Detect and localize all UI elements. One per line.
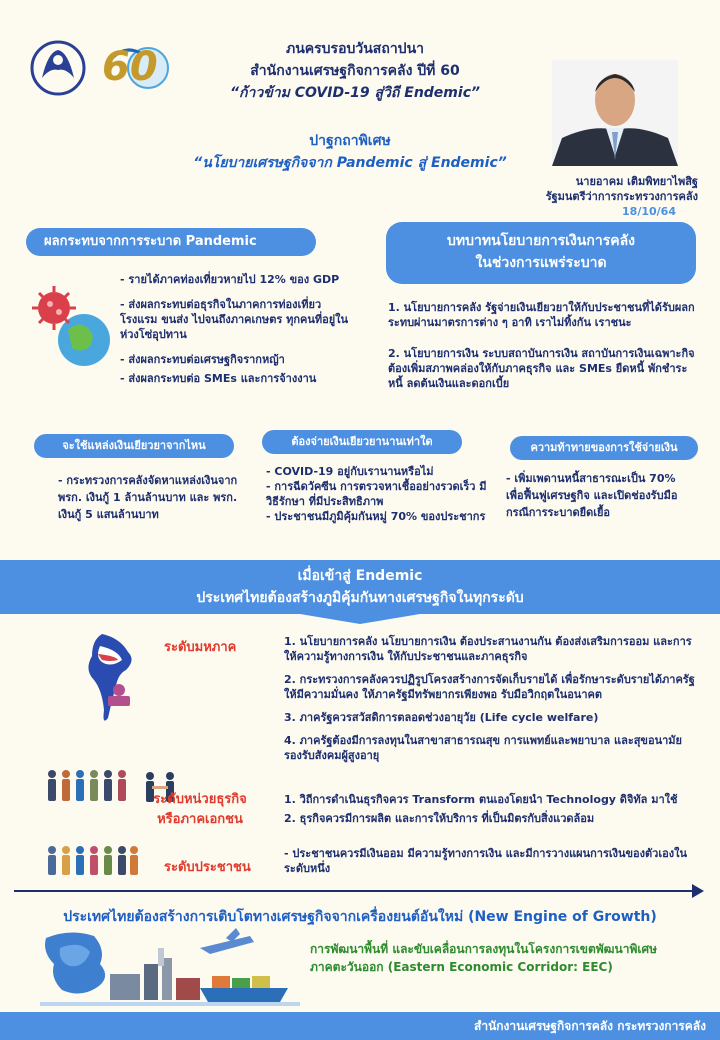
business-list <box>284 792 700 826</box>
garuda-logo <box>28 38 88 98</box>
list-item: - ส่งผลกระทบต่อเศรษฐกิจรากหญ้า <box>120 353 285 366</box>
pandemic-title: ผลกระทบจากการระบาด Pandemic <box>26 228 316 256</box>
speaker-photo <box>552 60 678 166</box>
list-item: - เพิ่มเพดานหนี้สาธารณะเป็น 70% เพื่อฟื้นฟูเศรษฐกิจ และเปิดช่องรับมือ กรณีการระบาดยืดเยื้อ <box>506 472 678 519</box>
col1-title: จะใช้แหล่งเงินเยียวยาจากไหน <box>34 434 234 458</box>
level-business-label: ระดับหน่วยธุรกิจ หรือภาคเอกชน <box>153 792 247 827</box>
col3-title: ความท้าทายของการใช้จ่ายเงิน <box>510 436 698 460</box>
list-item: 3. ภาครัฐควรสวัสดิการตลอดช่วงอายุวัย (Life cycle welfare) <box>284 711 599 724</box>
eec-illustration <box>40 928 300 1006</box>
pandemic-list <box>120 272 360 386</box>
talk-topic: “นโยบายเศรษฐกิจจาก Pandemic สู่ Endemic” <box>193 155 507 171</box>
logo-number: 60 <box>102 44 158 90</box>
col2-title: ต้องจ่ายเงินเยียวยานานเท่าใด <box>262 430 462 454</box>
divider-line <box>14 890 694 892</box>
anniversary-60-logo <box>96 36 176 102</box>
list-item: 1. วิถีการดำเนินธุรกิจควร Transform ตนเองโดยนำ Technology ดิจิทัล มาใช้ <box>284 793 678 806</box>
list-item: - การฉีดวัคซีน การตรวจหาเชื้ออย่างรวดเร็ว มีวิธีรักษา ที่มีประสิทธิภาพ <box>266 480 487 508</box>
list-item: 4. ภาครัฐต้องมีการลงทุนในสาขาสาธารณสุข การแพทย์และพยาบาล และสุขอนามัย รองรับสังคมผู้สูงอายุ <box>284 734 682 762</box>
list-item: - กระทรวงการคลังจัดหาแหล่งเงินจาก พรก. เงินกู้ 1 ล้านล้านบาท และ พรก. เงินกู้ 5 แสนล้านบาท <box>58 474 238 521</box>
level-macro-label: ระดับมหภาค <box>164 640 237 655</box>
talk-date: 18/10/64 <box>622 205 676 218</box>
policy-title: บทบาทนโยบายการเงินการคลัง ในช่วงการแพร่ระบาด <box>386 222 696 284</box>
list-item: - ประชาชนควรมีเงินออม มีความรู้ทางการเงิน และมีการวางแผนการเงินของตัวเองในระดับหนึ่ง <box>284 847 687 875</box>
list-item: - ส่งผลกระทบต่อธุรกิจในภาคการท่องเที่ยว โรงแรม ขนส่ง ไปจนถึงภาคเกษตร ทุกคนที่อยู่ในห่วงโซ่อุปทาน <box>120 298 349 341</box>
footer: สำนักงานเศรษฐกิจการคลัง กระทรวงการคลัง <box>0 1012 720 1040</box>
list-item: - ส่งผลกระทบต่อ SMEs และการจ้างงาน <box>120 372 317 385</box>
list-item: - ประชาชนมีภูมิคุ้มกันหมู่ 70% ของประชากร <box>266 510 486 523</box>
header-line-2: สำนักงานเศรษฐกิจการคลัง ปีที่ 60 <box>250 63 460 79</box>
crowd-illustration <box>44 844 140 876</box>
list-item: 2. ธุรกิจควรมีการผลิต และการให้บริการ ที่เป็นมิตรกับสิ่งแวดล้อม <box>284 812 595 825</box>
list-item: - รายได้ภาคท่องเที่ยวหายไป 12% ของ GDP <box>120 273 340 286</box>
policy-list <box>388 300 698 391</box>
col3-list <box>506 470 696 521</box>
list-item: 2. กระทรวงการคลังควรปฏิรูปโครงสร้างการจัดเก็บรายได้ เพื่อรักษาระดับรายได้ภาครัฐให้มีความมั่นคง ให้ภาครัฐมีทรัพยากรเพียงพอ รับมือวิกฤตในอนาคต <box>284 673 695 701</box>
band-arrow <box>300 614 420 624</box>
level-people-label: ระดับประชาชน <box>164 860 251 875</box>
endemic-band <box>0 560 720 614</box>
header-line-1: ภนครบรอบวันสถาปนา <box>285 41 425 57</box>
macro-list <box>284 634 700 763</box>
business-people-illustration <box>44 768 136 804</box>
speaker-role: รัฐมนตรีว่าการกระทรวงการคลัง <box>545 190 698 203</box>
people-list <box>284 846 700 876</box>
list-item: 1. นโยบายการคลัง นโยบายการเงิน ต้องประสานงานกัน ต้องส่งเสริมการออม และการให้ความรู้ทางการเงิน ให้กับประชาชนและภาคธุรกิจ <box>284 635 692 663</box>
thailand-map-illustration <box>72 630 152 730</box>
divider-arrowhead <box>692 884 704 898</box>
speaker-name: นายอาคม เติมพิทยาไพสิฐ <box>575 175 698 188</box>
col2-list <box>266 464 488 524</box>
growth-title: ประเทศไทยต้องสร้างการเติบโตทางเศรษฐกิจจากเครื่องยนต์อันใหม่ (New Engine of Growth) <box>63 909 657 925</box>
header-line-3: “ก้าวข้าม COVID-19 สู่วิถี Endemic” <box>229 85 481 101</box>
list-item: 2. นโยบายการเงิน ระบบสถาบันการเงิน สถาบันการเงินเฉพาะกิจต้องเพิ่มสภาพคล่องให้กับภาคธุรกิจ และ SMEs ยืดหนี้ พักชำระหนี้ ลดต้นเงินและดอกเบี้ย <box>388 347 695 390</box>
endemic-line-2: ประเทศไทยต้องสร้างภูมิคุ้มกันทางเศรษฐกิจในทุกระดับ <box>196 590 524 606</box>
col1-list <box>58 472 238 523</box>
endemic-line-1: เมื่อเข้าสู่ Endemic <box>297 568 423 584</box>
list-item: 1. นโยบายการคลัง รัฐจ่ายเงินเยียวยาให้กับประชาชนที่ได้รับผลกระทบผ่านมาตรการต่าง ๆ อาทิ เราไม่ทิ้งกัน เราชนะ <box>388 301 695 329</box>
virus-globe-illustration <box>26 280 118 370</box>
growth-desc: การพัฒนาพื้นที่ และขับเคลื่อนการลงทุนในโครงการเขตพัฒนาพิเศษ ภาคตะวันออก (Eastern Economic Corridor: EEC) <box>310 942 657 974</box>
list-item: - COVID-19 อยู่กับเรานานหรือไม่ <box>266 465 434 478</box>
talk-title: ปาฐกถาพิเศษ <box>309 133 391 149</box>
